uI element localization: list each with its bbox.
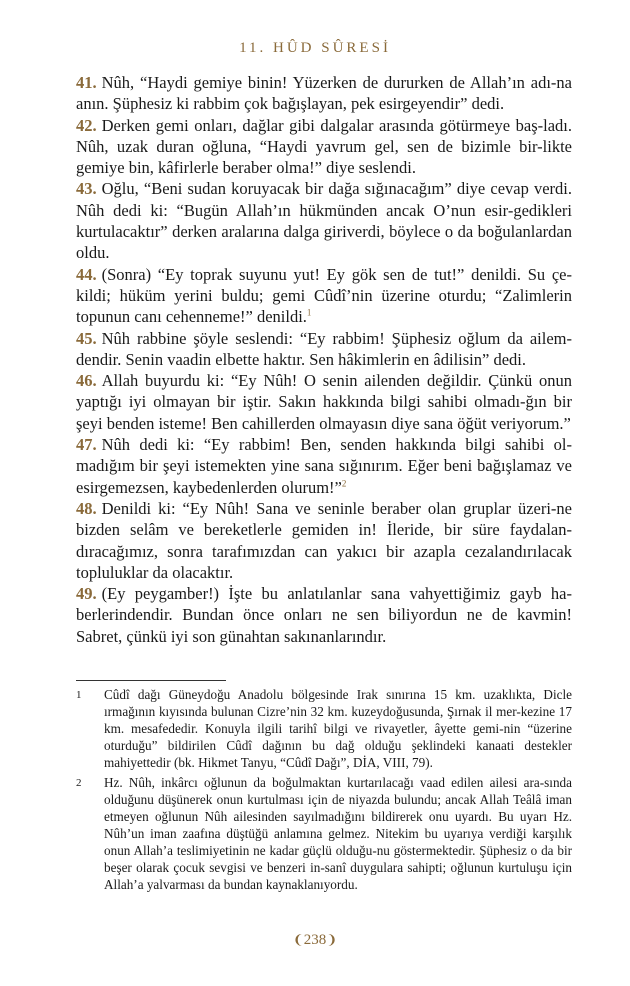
verse-49	[76, 583, 572, 647]
footnote-ref-2[interactable]: 2	[341, 478, 347, 489]
chapter-header: 11. HÛD SÛRESİ	[239, 40, 391, 56]
verse-number: 45.	[76, 328, 97, 348]
right-ornament-icon: ❩	[326, 932, 338, 947]
verse-43	[76, 178, 572, 263]
verse-46	[76, 370, 572, 434]
verse-text: Denildi ki: “Ey Nûh! Sana ve seninle beraber olan gruplar üzeri-ne bizden selâm ve bereketlerle gemiden in! İleride, bir süre faydalan-dıracağımız, sonra tarafımızdan can yakıcı bir azapla cezalandırılacak topluluklar da olacaktır.	[76, 498, 572, 582]
footnote-2	[76, 774, 572, 893]
footnote-divider	[76, 680, 226, 681]
footnote-number: 2	[76, 777, 82, 789]
verse-text: Oğlu, “Beni sudan koruyacak bir dağa sığınacağım” diye cevap verdi. Nûh dedi ki: “Bugün Allah’ın hükmünden ancak O’nun esir-gedikleri kurtulacaktır” derken aralarına dalga giriverdi, böylece o da boğulanlardan oldu.	[76, 179, 572, 263]
footnote-number: 1	[76, 689, 82, 701]
verse-number: 43.	[76, 179, 97, 199]
verse-44	[76, 264, 572, 328]
page-number	[0, 932, 630, 949]
verse-42	[76, 115, 572, 179]
page-number-text: 238	[303, 932, 327, 948]
verse-text: Derken gemi onları, dağlar gibi dalgalar arasında götürmeye baş-ladı. Nûh, uzak duran oğluna, “Haydi yavrum gel, sen de bizimle bir-likte gemiye bin, kâfirlerle beraber olma!” diye seslendi.	[76, 115, 572, 178]
verse-48	[76, 498, 572, 583]
footnote-text: Cûdî dağı Güneydoğu Anadolu bölgesinde Irak sınırına 15 km. uzaklıkta, Dicle ırmağının kıyısında bulunan Cizre’nin 32 km. kuzeydoğusunda, Şırnak il mer-kezine 17 km. mesafededir. Konuyla ilgili tarihî bilgi ve rivayetler, âyette gemi-nin “üzerine oturduğu” bildirilen Cûdî dağının bu dağ olduğu şeklindeki kanaati destekler mahiyettedir (bk. Hikmet Tanyu, “Cûdî Dağı”, DİA, VIII, 79).	[104, 687, 572, 770]
footnotes	[76, 686, 572, 896]
verse-number: 42.	[76, 115, 97, 135]
verse-text: Nûh rabbine şöyle seslendi: “Ey rabbim! Şüphesiz oğlum da ailem-dendir. Senin vaadin elbette haktır. Sen hâkimlerin en âdilisin” dedi.	[76, 328, 572, 369]
verse-41	[76, 72, 572, 115]
verse-number: 49.	[76, 584, 97, 604]
verse-number: 46.	[76, 371, 97, 391]
verse-text: (Sonra) “Ey toprak suyunu yut! Ey gök sen de tut!” denildi. Su çe-kildi; hüküm yerini buldu; gemi Cûdî’nin üzerine oturdu; “Zalimlerin topunun canı cehenneme!” denildi.	[76, 264, 572, 327]
left-ornament-icon: ❨	[292, 932, 304, 947]
verse-45	[76, 328, 572, 371]
footnote-text: Hz. Nûh, inkârcı oğlunun da boğulmaktan kurtarılacağı vaad edilen ailesi ara-sında olduğunu düşünerek onun kurtulması için de niyazda bulundu; ancak Allah Teâlâ iman etmeyen oğlunun Nûh ailesinden sayılmadığını bildirerek onu uyardı. Bu uyarı Hz. Nûh’un iman zaafına düştüğü anlamına gelmez. Nitekim bu uyarıya verdiği karşılık onun Allah’a teslimiyetinin ne kadar güçlü olduğu-nu göstermektedir. Şüphesiz o da bir beşer olarak çocuk sevgisi ve benzeri in-sanî duygulara sahipti; oğlunun kurtuluşu için Allah’a yalvarması da bundan kaynaklanıyordu.	[104, 775, 572, 892]
footnote-ref-1[interactable]: 1	[306, 307, 312, 318]
footnote-1	[76, 686, 572, 771]
verse-number: 41.	[76, 73, 97, 92]
verse-text: Nûh, “Haydi gemiye binin! Yüzerken de dururken de Allah’ın adı-na anın. Şüphesiz ki rabbim çok bağışlayan, pek esirgeyendir” dedi.	[76, 73, 572, 114]
verse-number: 44.	[76, 264, 97, 284]
verse-number: 47.	[76, 435, 97, 455]
verse-47	[76, 434, 572, 498]
verse-text: Allah buyurdu ki: “Ey Nûh! O senin ailenden değildir. Çünkü onun yaptığı iyi olmayan bir iştir. Sakın hakkında bilgi sahibi olmadı-ğın bir şeyi benden isteme! Ben cahillerden olmayasın diye sana öğüt veriyorum.”	[76, 371, 572, 433]
verse-text: (Ey peygamber!) İşte bu anlatılanlar sana vahyettiğimiz gayb ha-berlerindendir. Bundan önce onları ne sen biliyordun ne de kavmin! Sabret, çünkü iyi son günahtan sakınanlarındır.	[76, 584, 572, 646]
verse-text: Nûh dedi ki: “Ey rabbim! Ben, senden hakkında bilgi sahibi ol-madığım bir şeyi istemekten yine sana sığınırım. Eğer beni bağışlamaz ve esirgemezsen, kaybedenlerden olurum!”	[76, 435, 572, 497]
verse-list	[76, 72, 572, 647]
verse-number: 48.	[76, 498, 97, 518]
